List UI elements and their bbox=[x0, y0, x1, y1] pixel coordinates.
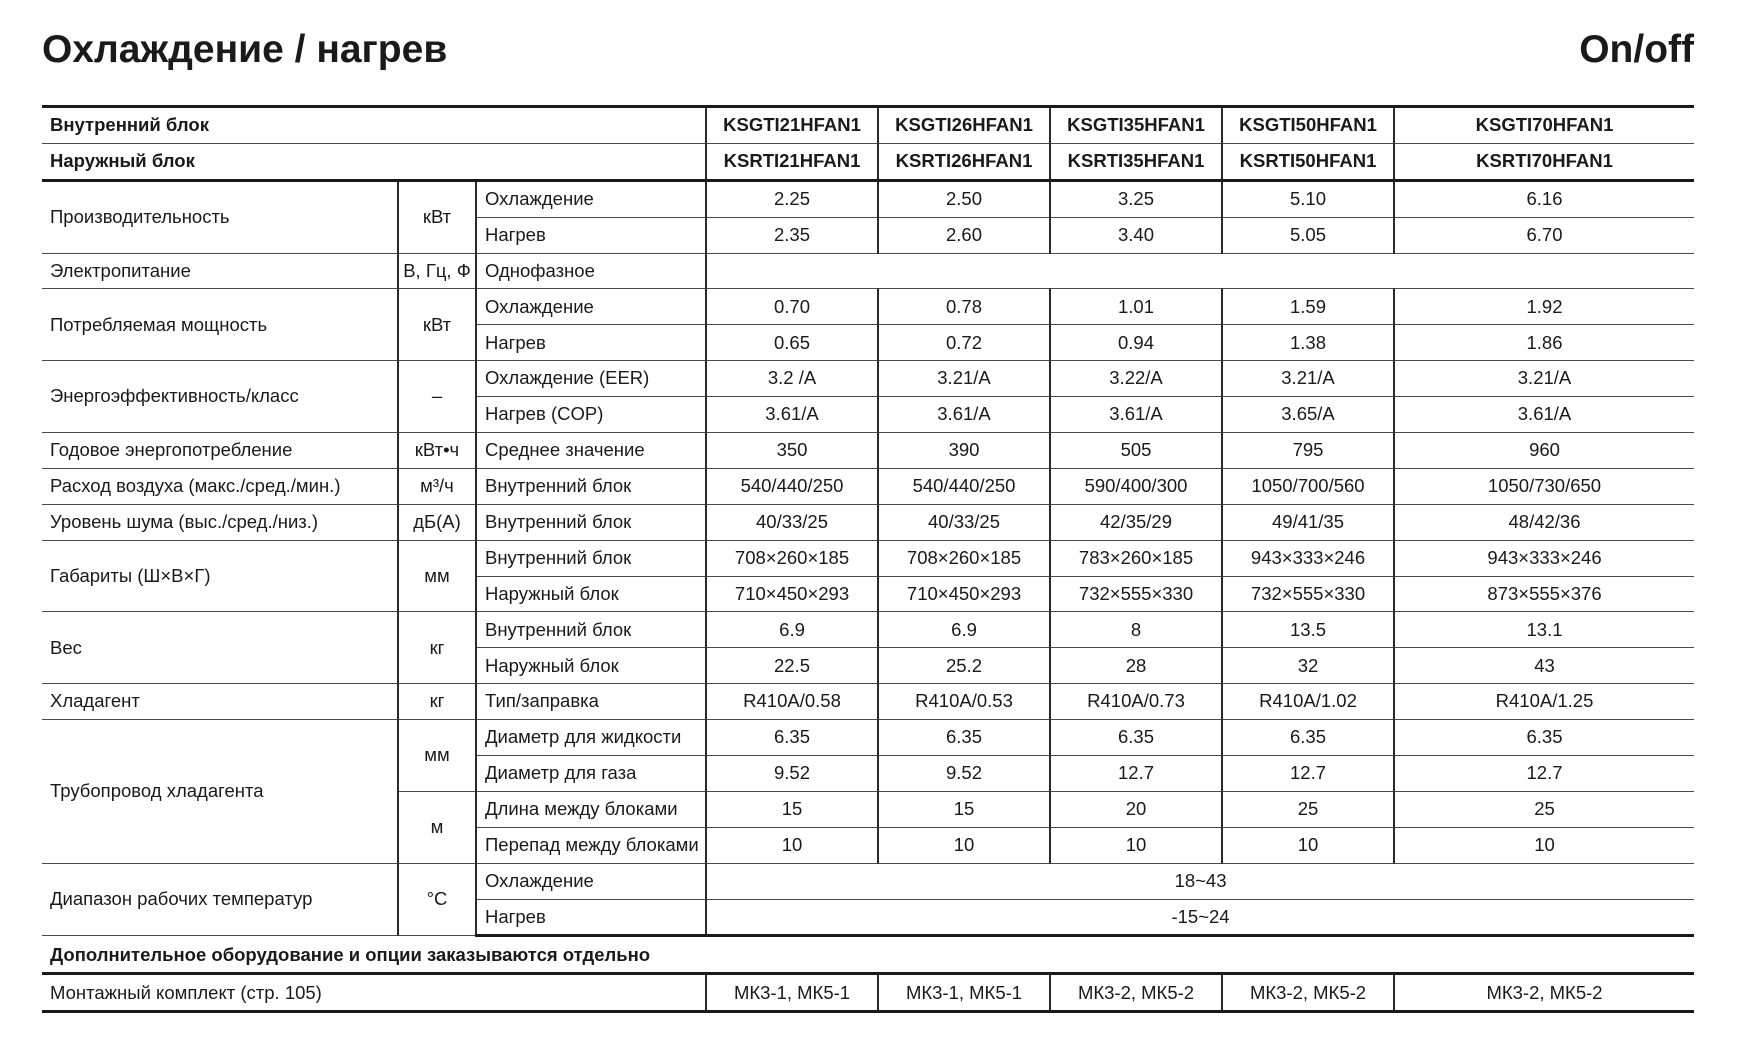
value-cell: R410A/1.02 bbox=[1222, 684, 1394, 720]
outdoor-model: KSRTI35HFAN1 bbox=[1050, 143, 1222, 180]
outdoor-model: KSRTI21HFAN1 bbox=[706, 143, 878, 180]
value-cell: 710×450×293 bbox=[878, 576, 1050, 612]
sub-label: Диаметр для газа bbox=[476, 756, 706, 792]
value-cell: 0.72 bbox=[878, 325, 1050, 361]
value-cell: 10 bbox=[1222, 827, 1394, 863]
param-label: Годовое энергопотребление bbox=[42, 433, 398, 469]
indoor-model: KSGTI70HFAN1 bbox=[1394, 107, 1694, 144]
value-cell: 10 bbox=[1394, 827, 1694, 863]
sub-label: Длина между блоками bbox=[476, 791, 706, 827]
value-cell: МК3-2, МК5-2 bbox=[1050, 974, 1222, 1012]
table-row bbox=[42, 612, 1694, 648]
value-cell: 795 bbox=[1222, 433, 1394, 469]
value-cell: 15 bbox=[878, 791, 1050, 827]
value-cell: 12.7 bbox=[1050, 756, 1222, 792]
value-cell: 6.70 bbox=[1394, 217, 1694, 253]
sub-label: Охлаждение bbox=[476, 180, 706, 217]
sub-label: Внутренний блок bbox=[476, 612, 706, 648]
value-cell: R410A/0.58 bbox=[706, 684, 878, 720]
unit-label: – bbox=[398, 361, 476, 433]
value-cell: 540/440/250 bbox=[706, 468, 878, 504]
sub-label: Нагрев (COP) bbox=[476, 397, 706, 433]
param-label: Хладагент bbox=[42, 684, 398, 720]
value-cell: 1.86 bbox=[1394, 325, 1694, 361]
outdoor-unit-label: Наружный блок bbox=[42, 143, 706, 180]
unit-label: кВт bbox=[398, 180, 476, 253]
value-cell: 9.52 bbox=[878, 756, 1050, 792]
sub-label: Тип/заправка bbox=[476, 684, 706, 720]
sub-label: Охлаждение bbox=[476, 289, 706, 325]
outdoor-model: KSRTI50HFAN1 bbox=[1222, 143, 1394, 180]
param-label: Вес bbox=[42, 612, 398, 684]
value-cell: 1.92 bbox=[1394, 289, 1694, 325]
value-cell: 3.61/A bbox=[1050, 397, 1222, 433]
value-cell: 2.35 bbox=[706, 217, 878, 253]
value-cell: 3.61/A bbox=[878, 397, 1050, 433]
value-cell: 0.65 bbox=[706, 325, 878, 361]
value-cell: -15~24 bbox=[706, 899, 1694, 936]
table-row bbox=[42, 468, 1694, 504]
value-cell: 15 bbox=[706, 791, 878, 827]
sub-label: Перепад между блоками bbox=[476, 827, 706, 863]
mode-badge: On/off bbox=[1579, 28, 1694, 71]
value-cell: 710×450×293 bbox=[706, 576, 878, 612]
value-cell: 22.5 bbox=[706, 648, 878, 684]
value-cell: 10 bbox=[1050, 827, 1222, 863]
value-cell: 3.61/A bbox=[706, 397, 878, 433]
sub-label: Среднее значение bbox=[476, 433, 706, 469]
value-cell: 48/42/36 bbox=[1394, 504, 1694, 540]
value-cell: 8 bbox=[1050, 612, 1222, 648]
value-cell: 873×555×376 bbox=[1394, 576, 1694, 612]
value-cell: 9.52 bbox=[706, 756, 878, 792]
param-label: Энергоэффективность/класс bbox=[42, 361, 398, 433]
sub-label: Охлаждение bbox=[476, 863, 706, 899]
unit-label: В, Гц, Ф bbox=[398, 253, 476, 289]
value-cell: 6.35 bbox=[1222, 720, 1394, 756]
param-label: Потребляемая мощность bbox=[42, 289, 398, 361]
sub-label: Однофазное bbox=[476, 253, 706, 289]
value-cell: 5.10 bbox=[1222, 180, 1394, 217]
table-row bbox=[42, 253, 1694, 289]
value-cell: 2.50 bbox=[878, 180, 1050, 217]
value-cell: 5.05 bbox=[1222, 217, 1394, 253]
value-cell: 943×333×246 bbox=[1394, 540, 1694, 576]
table-row bbox=[42, 540, 1694, 576]
value-cell: 6.9 bbox=[706, 612, 878, 648]
indoor-model: KSGTI35HFAN1 bbox=[1050, 107, 1222, 144]
indoor-model: KSGTI21HFAN1 bbox=[706, 107, 878, 144]
value-cell: 732×555×330 bbox=[1222, 576, 1394, 612]
sub-label: Наружный блок bbox=[476, 648, 706, 684]
value-cell: 1.01 bbox=[1050, 289, 1222, 325]
value-cell: 960 bbox=[1394, 433, 1694, 469]
table-row bbox=[42, 863, 1694, 899]
unit-label: дБ(А) bbox=[398, 504, 476, 540]
param-label: Трубопровод хладагента bbox=[42, 720, 398, 864]
table-row bbox=[42, 974, 1694, 1012]
value-cell: 0.78 bbox=[878, 289, 1050, 325]
value-cell: 943×333×246 bbox=[1222, 540, 1394, 576]
value-cell: 6.35 bbox=[1050, 720, 1222, 756]
outdoor-model: KSRTI26HFAN1 bbox=[878, 143, 1050, 180]
value-cell: R410A/0.53 bbox=[878, 684, 1050, 720]
value-cell-empty bbox=[706, 253, 1694, 289]
value-cell: R410A/0.73 bbox=[1050, 684, 1222, 720]
options-section-title: Дополнительное оборудование и опции заказываются отдельно bbox=[42, 936, 1694, 974]
value-cell: 43 bbox=[1394, 648, 1694, 684]
unit-label: °С bbox=[398, 863, 476, 936]
value-cell: 350 bbox=[706, 433, 878, 469]
value-cell: 20 bbox=[1050, 791, 1222, 827]
table-row bbox=[42, 289, 1694, 325]
value-cell: 42/35/29 bbox=[1050, 504, 1222, 540]
param-label: Уровень шума (выс./сред./низ.) bbox=[42, 504, 398, 540]
value-cell: 40/33/25 bbox=[706, 504, 878, 540]
value-cell: МК3-1, МК5-1 bbox=[706, 974, 878, 1012]
indoor-model: KSGTI50HFAN1 bbox=[1222, 107, 1394, 144]
value-cell: 3.22/A bbox=[1050, 361, 1222, 397]
value-cell: 13.5 bbox=[1222, 612, 1394, 648]
sub-label: Нагрев bbox=[476, 899, 706, 936]
value-cell: 2.60 bbox=[878, 217, 1050, 253]
value-cell: 0.94 bbox=[1050, 325, 1222, 361]
unit-label: кг bbox=[398, 612, 476, 684]
value-cell: 590/400/300 bbox=[1050, 468, 1222, 504]
value-cell: 1.59 bbox=[1222, 289, 1394, 325]
value-cell: 1050/730/650 bbox=[1394, 468, 1694, 504]
unit-label: мм bbox=[398, 720, 476, 792]
param-label: Электропитание bbox=[42, 253, 398, 289]
param-label: Диапазон рабочих температур bbox=[42, 863, 398, 936]
page-title: Охлаждение / нагрев bbox=[42, 28, 448, 71]
value-cell: 25 bbox=[1394, 791, 1694, 827]
param-label: Производительность bbox=[42, 180, 398, 253]
table-row bbox=[42, 180, 1694, 217]
value-cell: 13.1 bbox=[1394, 612, 1694, 648]
value-cell: 3.21/A bbox=[1222, 361, 1394, 397]
value-cell: 32 bbox=[1222, 648, 1394, 684]
value-cell: 3.2 /A bbox=[706, 361, 878, 397]
sub-label: Внутренний блок bbox=[476, 468, 706, 504]
sub-label: Внутренний блок bbox=[476, 540, 706, 576]
value-cell: 25.2 bbox=[878, 648, 1050, 684]
section-header-row bbox=[42, 936, 1694, 974]
sub-label: Наружный блок bbox=[476, 576, 706, 612]
table-row bbox=[42, 720, 1694, 756]
value-cell: 6.35 bbox=[706, 720, 878, 756]
value-cell: 25 bbox=[1222, 791, 1394, 827]
spec-table bbox=[42, 105, 1694, 1013]
param-label: Монтажный комплект (стр. 105) bbox=[42, 974, 706, 1012]
table-row bbox=[42, 433, 1694, 469]
unit-label: кВт•ч bbox=[398, 433, 476, 469]
param-label: Габариты (Ш×В×Г) bbox=[42, 540, 398, 612]
value-cell: 6.35 bbox=[878, 720, 1050, 756]
value-cell: 3.61/A bbox=[1394, 397, 1694, 433]
unit-label: кВт bbox=[398, 289, 476, 361]
unit-label: м bbox=[398, 791, 476, 863]
value-cell: 10 bbox=[706, 827, 878, 863]
value-cell: 3.65/A bbox=[1222, 397, 1394, 433]
value-cell: 12.7 bbox=[1222, 756, 1394, 792]
value-cell: 12.7 bbox=[1394, 756, 1694, 792]
value-cell: 540/440/250 bbox=[878, 468, 1050, 504]
value-cell: 783×260×185 bbox=[1050, 540, 1222, 576]
indoor-model: KSGTI26HFAN1 bbox=[878, 107, 1050, 144]
value-cell: 1050/700/560 bbox=[1222, 468, 1394, 504]
value-cell: 3.40 bbox=[1050, 217, 1222, 253]
table-row bbox=[42, 361, 1694, 397]
value-cell: 6.16 bbox=[1394, 180, 1694, 217]
value-cell: 708×260×185 bbox=[706, 540, 878, 576]
param-label: Расход воздуха (макс./сред./мин.) bbox=[42, 468, 398, 504]
value-cell: 505 bbox=[1050, 433, 1222, 469]
value-cell: 28 bbox=[1050, 648, 1222, 684]
value-cell: 390 bbox=[878, 433, 1050, 469]
value-cell: 49/41/35 bbox=[1222, 504, 1394, 540]
outdoor-model: KSRTI70HFAN1 bbox=[1394, 143, 1694, 180]
table-row bbox=[42, 504, 1694, 540]
unit-label: м³/ч bbox=[398, 468, 476, 504]
table-row bbox=[42, 684, 1694, 720]
value-cell: МК3-2, МК5-2 bbox=[1222, 974, 1394, 1012]
header-row-indoor bbox=[42, 107, 1694, 144]
unit-label: кг bbox=[398, 684, 476, 720]
sub-label: Нагрев bbox=[476, 217, 706, 253]
value-cell: 6.35 bbox=[1394, 720, 1694, 756]
value-cell: МК3-2, МК5-2 bbox=[1394, 974, 1694, 1012]
value-cell: 0.70 bbox=[706, 289, 878, 325]
value-cell: 708×260×185 bbox=[878, 540, 1050, 576]
value-cell: 3.25 bbox=[1050, 180, 1222, 217]
value-cell: 732×555×330 bbox=[1050, 576, 1222, 612]
value-cell: 3.21/A bbox=[1394, 361, 1694, 397]
value-cell: 1.38 bbox=[1222, 325, 1394, 361]
sub-label: Охлаждение (EER) bbox=[476, 361, 706, 397]
header-row-outdoor bbox=[42, 143, 1694, 180]
unit-label: мм bbox=[398, 540, 476, 612]
value-cell: 10 bbox=[878, 827, 1050, 863]
value-cell: 6.9 bbox=[878, 612, 1050, 648]
value-cell: 3.21/A bbox=[878, 361, 1050, 397]
indoor-unit-label: Внутренний блок bbox=[42, 107, 706, 144]
sub-label: Внутренний блок bbox=[476, 504, 706, 540]
value-cell: 40/33/25 bbox=[878, 504, 1050, 540]
value-cell: МК3-1, МК5-1 bbox=[878, 974, 1050, 1012]
sub-label: Нагрев bbox=[476, 325, 706, 361]
value-cell: 2.25 bbox=[706, 180, 878, 217]
value-cell: R410A/1.25 bbox=[1394, 684, 1694, 720]
value-cell: 18~43 bbox=[706, 863, 1694, 899]
sub-label: Диаметр для жидкости bbox=[476, 720, 706, 756]
